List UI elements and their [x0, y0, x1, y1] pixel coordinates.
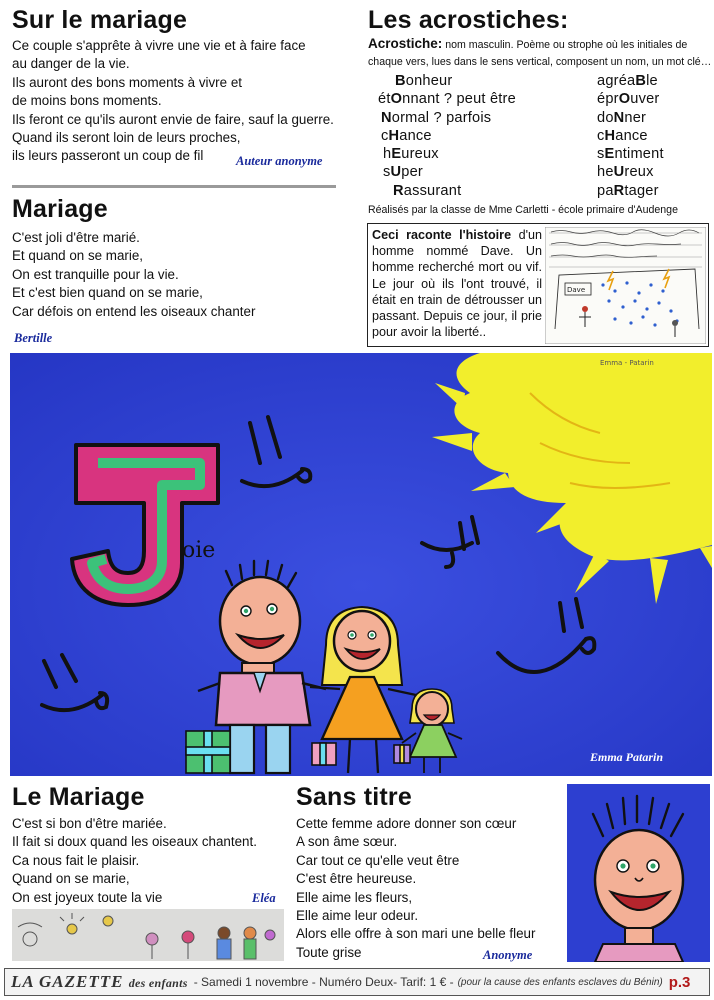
- painting-word-rest: oie: [182, 538, 216, 563]
- poem-line: Ce couple s'apprête à vivre une vie et à faire face: [12, 38, 306, 53]
- acrostiche-line: sUper: [383, 164, 423, 181]
- poem-line: Ca nous fait le plaisir.: [12, 852, 140, 868]
- acrostiche-line: sEntiment: [597, 146, 664, 163]
- acrostiche-line: heUreux: [597, 164, 654, 181]
- poem-line: Quand ils seront loin de leurs proches,: [12, 130, 241, 146]
- story-drawing: [545, 227, 706, 344]
- poem-line: Et quand on se marie,: [12, 248, 144, 264]
- definition-term: Acrostiche:: [368, 36, 443, 51]
- poem-author-le-mariage: Eléa: [252, 891, 276, 905]
- acrostiche-definition: [368, 35, 710, 71]
- section-divider: [12, 185, 336, 188]
- page-number: p.3: [668, 973, 691, 991]
- acrostiche-left-column: [378, 72, 516, 200]
- poem-line: Ils auront des bons moments à vivre et: [12, 74, 242, 90]
- poem-line: Quand on se marie,: [12, 871, 130, 887]
- poem-author-sur-le-mariage: Auteur anonyme: [236, 154, 323, 168]
- acrostiche-line: étOnnant ? peut être: [378, 91, 516, 108]
- poem-title-mariage: Mariage: [12, 195, 108, 223]
- poem-line: Elle aime les fleurs,: [296, 889, 413, 905]
- definition-text: nom masculin. Poème ou strophe où les initiales de: [442, 39, 688, 51]
- painting-corner-signature: Emma - Patarin: [600, 359, 654, 367]
- poem-line: C'est être heureuse.: [296, 871, 417, 887]
- acrostiche-credit: Réalisés par la classe de Mme Carletti - école primaire d'Audenge: [368, 204, 678, 216]
- poem-line: au danger de la vie.: [12, 56, 130, 72]
- story-text: [372, 227, 542, 340]
- section-title-acrostiches: Les acrostiches:: [368, 6, 569, 34]
- acrostiche-line: paRtager: [597, 182, 659, 199]
- acrostiche-right-column: [597, 72, 664, 200]
- footer-cause: (pour la cause des enfants esclaves du Bénin): [457, 976, 663, 988]
- poem-line: C'est si bon d'être mariée.: [12, 816, 167, 831]
- story-lead: Ceci raconte l'histoire: [372, 228, 512, 242]
- poem-line: Et c'est bien quand on se marie,: [12, 285, 203, 301]
- definition-text: chaque vers, lues dans le sens vertical, composent un nom, un mot clé…: [368, 56, 712, 68]
- footer-issue-info: - Samedi 1 novembre - Numéro Deux- Tarif: 1 € -: [193, 975, 454, 989]
- poem-line: Il fait si doux quand les oiseaux chantent.: [12, 834, 257, 850]
- acrostiche-line: cHance: [381, 127, 432, 144]
- poem-line: Cette femme adore donner son cœur: [296, 816, 517, 831]
- poem-line: ils leurs passeront un coup de fil: [12, 148, 204, 164]
- poem-line: C'est joli d'être marié.: [12, 230, 140, 245]
- poem-body-mariage: [12, 229, 255, 321]
- acrostiche-line: doNner: [597, 109, 647, 126]
- poem-body-sans-titre: [296, 815, 535, 962]
- joie-painting: [10, 353, 712, 776]
- portrait-painting: [567, 784, 710, 962]
- footer-logo: LA GAZETTE des enfants: [11, 972, 188, 991]
- children-drawing: [12, 909, 284, 961]
- acrostiche-line: agréaBle: [597, 73, 658, 89]
- story-drawing-label: Dave: [567, 286, 586, 294]
- story-body: d'un homme nommé Dave. Un homme recherché mort ou vif. Le jour où ils l'ont trouvé, il était en train de détrousser un passant. Depuis ce jour, il prie pour avoir la liberté..: [372, 228, 542, 340]
- poem-author-sans-titre: Anonyme: [483, 948, 533, 962]
- poem-line: Car défois on entend les oiseaux chanter: [12, 303, 256, 319]
- poem-line: On est joyeux toute la vie: [12, 889, 163, 905]
- poem-title-sur-le-mariage: Sur le mariage: [12, 6, 188, 34]
- acrostiche-line: cHance: [597, 127, 648, 144]
- poem-line: de moins bons moments.: [12, 93, 162, 109]
- painting-signature: Emma Patarin: [590, 750, 664, 764]
- acrostiche-line: éprOuver: [597, 91, 660, 108]
- story-box: [367, 223, 709, 347]
- acrostiche-line: Bonheur: [395, 73, 453, 89]
- poem-author-mariage: Bertille: [14, 331, 53, 345]
- poem-body-sur-le-mariage: [12, 37, 334, 166]
- poem-body-le-mariage: [12, 815, 257, 907]
- acrostiche-line: hEureux: [383, 146, 439, 163]
- poem-line: Elle aime leur odeur.: [296, 908, 419, 924]
- poem-line: On est tranquille pour la vie.: [12, 266, 179, 282]
- poem-title-sans-titre: Sans titre: [296, 783, 412, 811]
- poem-title-le-mariage: Le Mariage: [12, 783, 145, 811]
- poem-line: Ils feront ce qu'ils auront envie de faire, sauf la guerre.: [12, 111, 334, 127]
- poem-line: A son âme sœur.: [296, 834, 398, 850]
- poem-line: Alors elle offre à son mari une belle fleur: [296, 926, 536, 942]
- acrostiche-line: Normal ? parfois: [381, 109, 492, 126]
- poem-line: Car tout ce qu'elle veut être: [296, 852, 460, 868]
- poem-line: Toute grise: [296, 944, 362, 960]
- footer-bar: [4, 968, 710, 996]
- acrostiche-line: Rassurant: [393, 182, 462, 199]
